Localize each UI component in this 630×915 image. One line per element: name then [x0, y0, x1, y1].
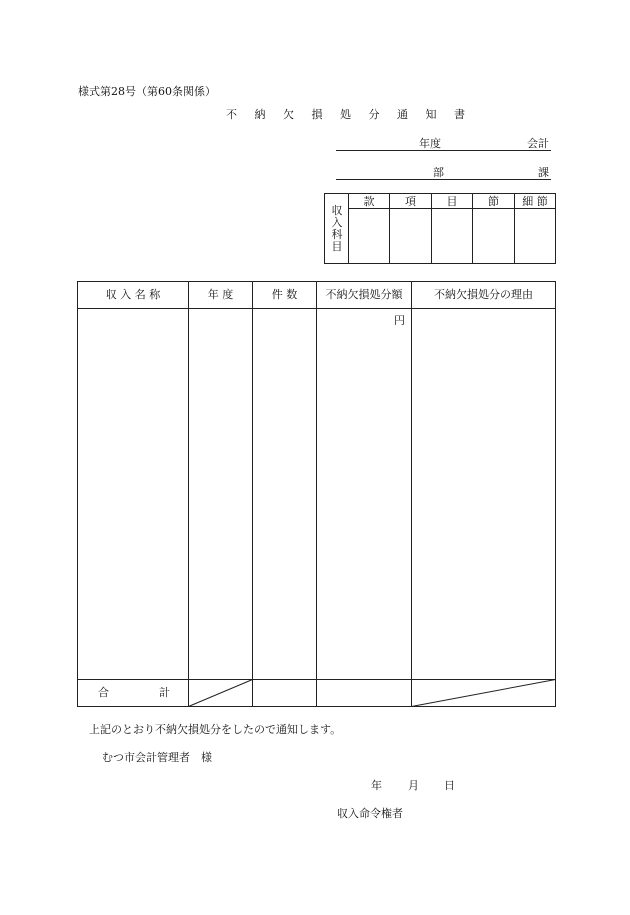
addressee: むつ市会計管理者 様: [102, 751, 212, 764]
subject-header-kou: 項: [405, 195, 416, 208]
header-writeoff-amount: 不納欠損処分額: [325, 288, 403, 301]
section-label: 課: [538, 166, 549, 179]
notice-text: 上記のとおり不納欠損処分をしたので通知します。: [89, 723, 342, 736]
subject-header-moku: 目: [446, 195, 458, 208]
fiscal-year-label: 年度: [419, 137, 441, 150]
total-label-left: 合: [98, 686, 109, 699]
total-label-right: 計: [159, 686, 170, 699]
revenue-subject-char: 科: [331, 228, 343, 241]
revenue-subject-label: [330, 205, 344, 253]
header-count: 件 数: [271, 288, 298, 301]
date-year: 年: [371, 779, 382, 792]
header-revenue-name: 収 入 名 称: [105, 288, 161, 301]
header-writeoff-reason: 不納欠損処分の理由: [434, 288, 533, 301]
form-number: 様式第28号（第60条関係）: [78, 85, 216, 98]
total-year-slash: [189, 680, 253, 707]
total-reason-slash: [412, 680, 556, 707]
yen-unit: 円: [394, 314, 405, 327]
authorizer: 収入命令権者: [337, 807, 403, 820]
date-day: 日: [444, 779, 455, 792]
department-label: 部: [433, 166, 444, 179]
header-fiscal-year: 年 度: [207, 288, 234, 301]
date-month: 月: [408, 779, 419, 792]
revenue-subject-char: 収: [331, 204, 343, 217]
revenue-subject-char: 目: [331, 240, 343, 253]
subject-header-setsu: 節: [488, 195, 499, 208]
account-label: 会計: [527, 137, 549, 150]
page-title: 不 納 欠 損 処 分 通 知 書: [226, 108, 472, 121]
subject-header-saisetsu: 細 節: [522, 195, 548, 208]
revenue-subject-char: 入: [331, 216, 343, 229]
subject-header-kan: 款: [363, 195, 375, 208]
